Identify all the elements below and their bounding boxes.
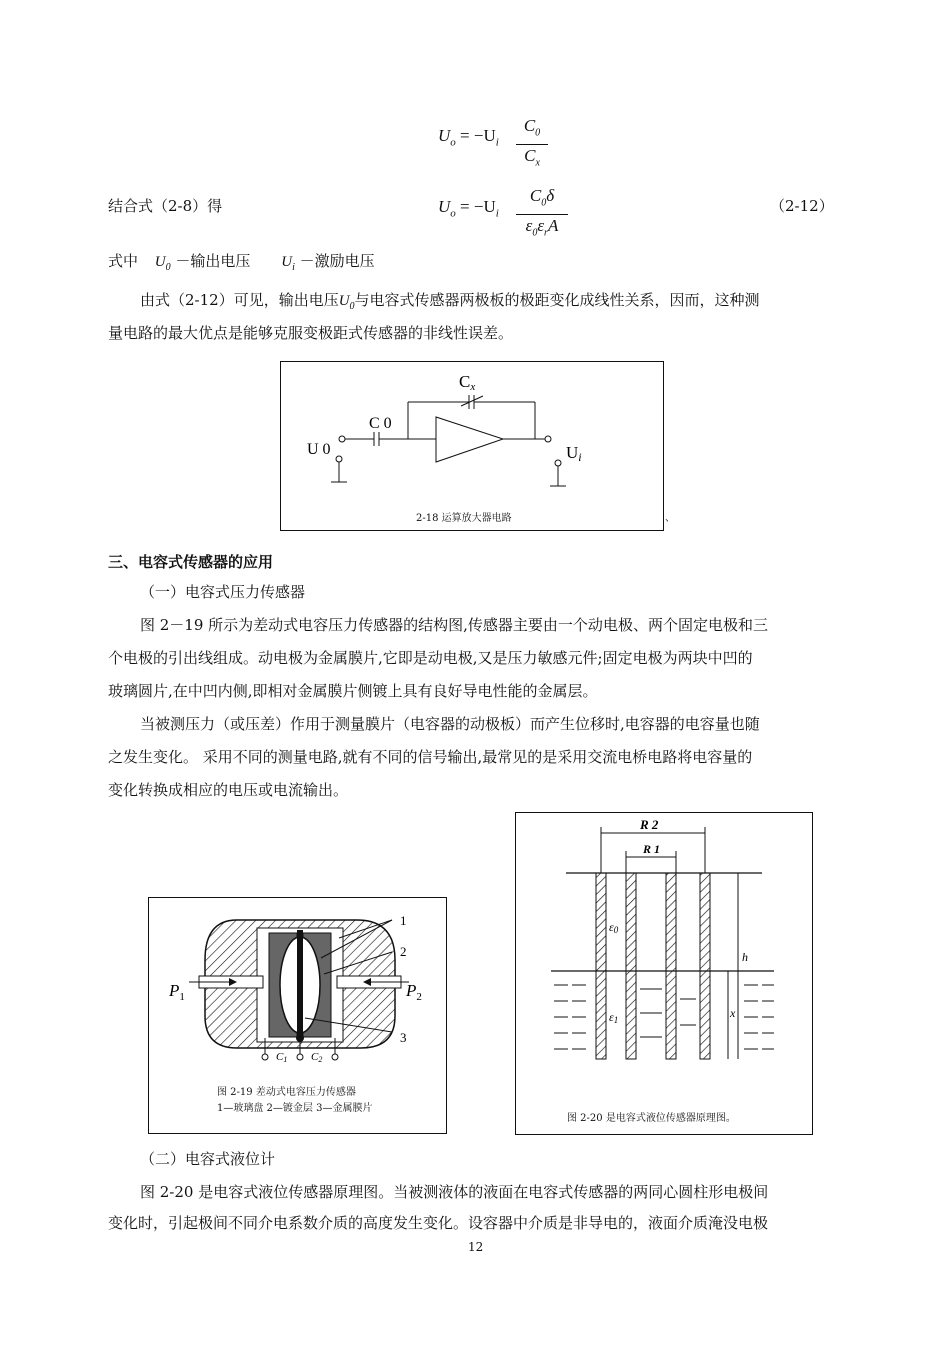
eq2-fraction xyxy=(516,186,568,244)
legend-u0-desc: －输出电压 xyxy=(175,252,251,270)
variable-legend xyxy=(108,253,375,276)
legend-prefix: 式中 xyxy=(108,252,139,270)
level-sensor-diagram xyxy=(516,813,812,1134)
figure-2-18 xyxy=(280,361,664,531)
eq2-lhs: U xyxy=(438,197,451,216)
legend-ui-sub: i xyxy=(292,262,295,273)
fig220-caption: 图 2-20 是电容式液位传感器原理图。 xyxy=(567,1113,736,1124)
fig219-label-2: 2 xyxy=(400,944,407,959)
paragraph-1-line-2: 量电路的最大优点是能够克服变极距式传感器的非线性误差。 xyxy=(108,324,514,342)
fig220-r1-label: R 1 xyxy=(643,842,661,856)
fig218-u0-label: U 0 xyxy=(307,441,331,458)
eq2-num-sym: δ xyxy=(546,186,555,205)
eq1-rhs-sub: i xyxy=(495,136,499,149)
fig220-x-label: x xyxy=(730,1006,736,1020)
eq2-number: （2-12） xyxy=(770,197,834,215)
fig218-caption: 2-18 运算放大器电路 xyxy=(416,513,512,524)
eq2-eq: = −U xyxy=(460,197,496,216)
eq2-num-sub: 0 xyxy=(541,197,547,209)
subsection-1-heading: （一）电容式压力传感器 xyxy=(140,583,306,601)
op-amp-circuit-diagram xyxy=(281,362,663,530)
equation-1 xyxy=(438,126,499,148)
p1-var-sub: 0 xyxy=(349,301,355,312)
paragraph-3-line-2: 之发生变化。 采用不同的测量电路,就有不同的信号输出,最常见的是采用交流电桥电路将电容量的 xyxy=(108,748,753,766)
eq1-num: C xyxy=(523,116,536,135)
fig219-p2-label: $P_2$ xyxy=(406,981,422,1003)
fig219-p1-label: $P_1$ xyxy=(169,981,185,1003)
eq1-den-sub: x xyxy=(535,157,540,169)
fig219-label-1: 1 xyxy=(400,913,407,928)
paragraph-4-line-2: 变化时，引起极间不同介电系数介质的高度发生变化。设容器中介质是非导电的，液面介质淹没电极 xyxy=(108,1214,769,1232)
eq2-den-end: A xyxy=(547,216,559,236)
eq2-lhs-sub: o xyxy=(450,207,456,220)
paragraph-4-line-1: 图 2-20 是电容式液位传感器原理图。当被测液体的液面在电容式传感器的两同心圆柱形电极间 xyxy=(140,1183,769,1201)
eq2-den: ε xyxy=(525,216,533,236)
eq1-fraction xyxy=(516,116,548,174)
figure-2-20 xyxy=(515,812,813,1135)
legend-u0: U xyxy=(154,254,166,270)
legend-ui: U xyxy=(281,254,293,270)
eq2-intro: 结合式（2-8）得 xyxy=(108,197,223,215)
paragraph-2-line-2: 个电极的引出线组成。动电极为金属膜片,它即是动电极,又是压力敏感元件;固定电极为两块中凹的 xyxy=(108,649,753,667)
eq2-den-mid: ε xyxy=(537,216,545,236)
eq2-den-sub1: 0 xyxy=(532,227,538,239)
page-number: 12 xyxy=(468,1240,484,1254)
fig218-mark: 、 xyxy=(665,513,675,524)
figure-2-19 xyxy=(148,897,447,1134)
fig218-cx-label: Cx xyxy=(459,372,476,393)
eq1-eq: = −U xyxy=(460,126,496,145)
eq2-num: C xyxy=(529,186,542,205)
fig220-eps0-label: ε0 xyxy=(609,920,619,935)
legend-u0-sub: 0 xyxy=(165,262,171,273)
fig219-caption-2: 1—玻璃盘 2—镀金层 3—金属膜片 xyxy=(217,1103,373,1114)
fig219-c1-label: C1 xyxy=(276,1051,288,1064)
p1-var: U xyxy=(338,293,350,309)
paragraph-3-line-1: 当被测压力（或压差）作用于测量膜片（电容器的动极板）而产生位移时,电容器的电容量也随 xyxy=(140,715,760,733)
paragraph-3-line-3: 变化转换成相应的电压或电流输出。 xyxy=(108,781,349,799)
p1-text-b: 与电容式传感器两极板的极距变化成线性关系，因而，这种测 xyxy=(354,291,760,309)
fig219-c2-label: C2 xyxy=(311,1051,323,1064)
eq1-lhs-sub: o xyxy=(450,136,456,149)
fig220-r2-label: R 2 xyxy=(640,817,659,832)
eq2-rhs-sub: i xyxy=(495,207,499,220)
fig218-c0-label: C 0 xyxy=(369,415,392,432)
paragraph-2-line-3: 玻璃圆片,在中凹内侧,即相对金属膜片侧镀上具有良好导电性能的金属层。 xyxy=(108,682,598,700)
section-3-heading: 三、电容式传感器的应用 xyxy=(108,553,274,571)
eq1-num-sub: 0 xyxy=(535,127,541,139)
fig220-eps1-label: ε1 xyxy=(609,1010,619,1025)
subsection-2-heading: （二）电容式液位计 xyxy=(140,1150,276,1168)
fig219-label-3: 3 xyxy=(400,1030,407,1045)
eq2-den-sub2: r xyxy=(544,227,548,239)
paragraph-1-line-1 xyxy=(140,292,760,315)
equation-2 xyxy=(438,197,499,219)
p1-text-a: 由式（2-12）可见，输出电压 xyxy=(140,291,339,309)
paragraph-2-line-1: 图 2－19 所示为差动式电容压力传感器的结构图,传感器主要由一个动电极、两个固定电极和三 xyxy=(140,616,768,634)
fig218-ui-label: Ui xyxy=(566,443,582,464)
legend-ui-desc: －激励电压 xyxy=(299,252,375,270)
fig219-caption-1: 图 2-19 差动式电容压力传感器 xyxy=(217,1087,356,1098)
eq1-lhs: U xyxy=(438,126,451,145)
eq1-den: C xyxy=(524,146,536,166)
fig220-h-label: h xyxy=(742,950,748,964)
